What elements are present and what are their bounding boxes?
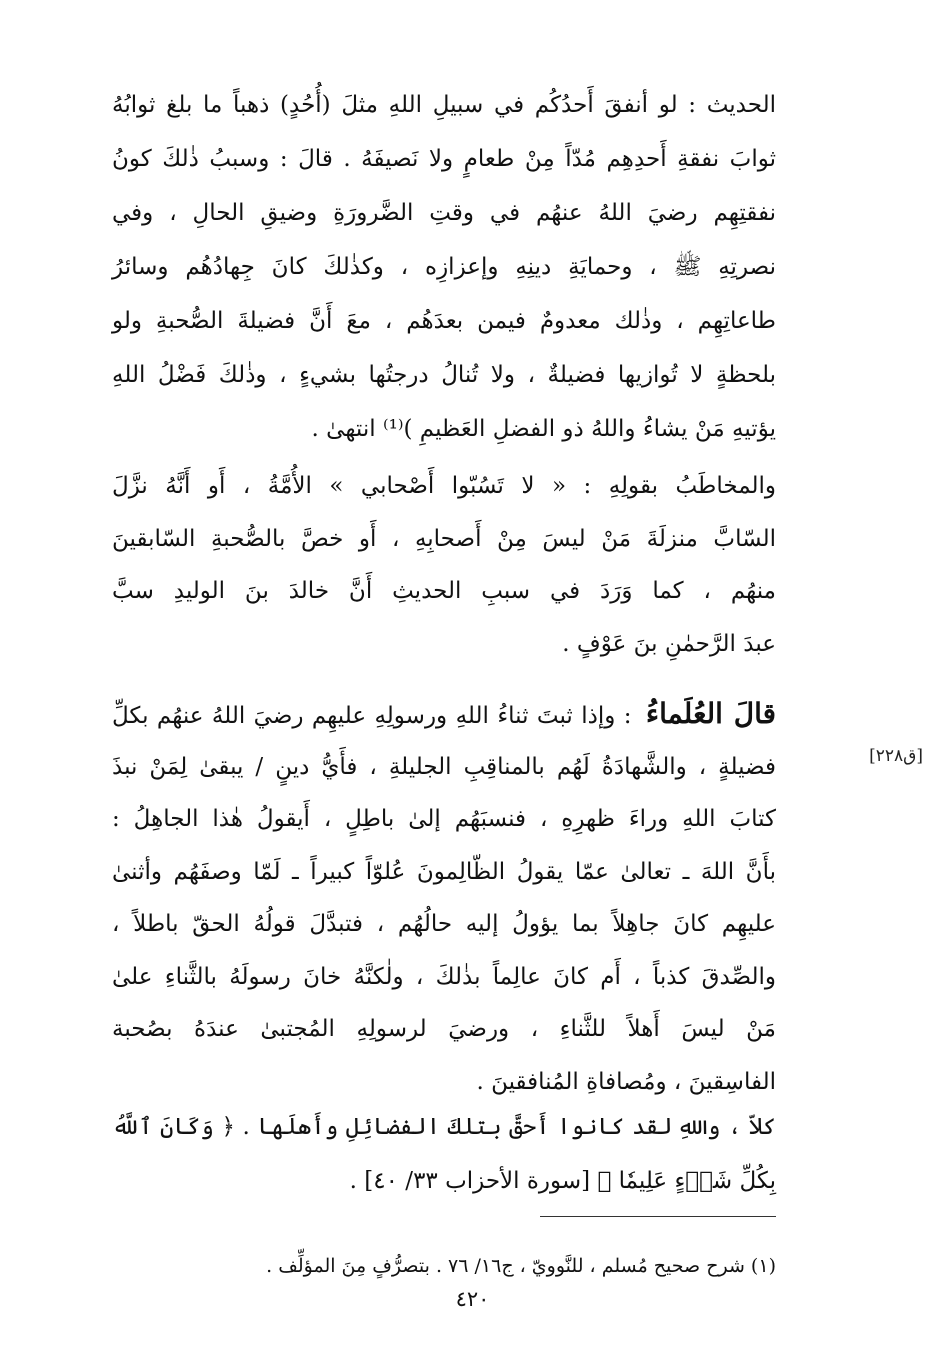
text-line: السّابَّ منزلَةَ مَنْ ليسَ مِنْ أَصحابِهِ ، أَو خصَّ بالصُّحبةِ السّابقينَ bbox=[112, 525, 776, 552]
text-line: نصرتِهِ ﷺ ، وحمايَةِ دينِهِ وإعزازِه ، وكذٰلكَ كانَ جِهادُهُم وسائرُ bbox=[112, 254, 776, 280]
text-line: كتابَ اللهِ وراءَ ظهرِهِ ، فنسبَهُم إلىٰ باطِلٍ ، أَيقولُ هٰذا الجاهِلُ : bbox=[112, 806, 776, 832]
paragraph-conclusion bbox=[112, 1100, 776, 1208]
text-line-first bbox=[112, 688, 776, 741]
text-line: والمخاطَبُ بقولِهِ : « لا تَسُبّوا أَصْحابي » الأُمَّةُ ، أَو أَنَّهُ نزَّلَ bbox=[112, 473, 776, 499]
scholars-heading: قالَ العُلَماءُ bbox=[645, 697, 776, 730]
text-line: بأَنَّ اللهَ ـ تعالىٰ عمّا يقولُ الظّالِمونَ عُلوّاً كبيراً ـ لَمّا وصفَهُم وأثنىٰ bbox=[112, 858, 776, 885]
text-line: كلاّ ، واللهِ لقد كانوا أَحقَّ بتلكَ الفضائِلِ وأَهلَها . ﴿ وَكَانَ ٱللَّهُ bbox=[112, 1114, 776, 1140]
footnote: (١) شرح صحيح مُسلم ، للنَّوويّ ، ج١٦/ ٧٦ . بتصرُّفٍ مِنَ المؤلِّف . bbox=[266, 1255, 776, 1277]
first-line-rest: : وإذا ثبتَ ثناءُ اللهِ ورسولِهِ عليهِم رضيَ اللهُ عنهُم بكلِّ bbox=[112, 703, 632, 729]
text-line: منهُم ، كما وَرَدَ في سببِ الحديثِ أَنَّ خالدَ بنَ الوليدِ سبَّ bbox=[112, 578, 776, 604]
text-line: مَنْ ليسَ أَهلاً للثَّناءِ ، ورضيَ لرسولِهِ المُجتبىٰ عندَهُ بصُحبة bbox=[112, 1016, 776, 1042]
text-line: والصِّدقَ كذباً ، أَم كانَ عالِماً بذٰلكَ ، ولٰكنَّهُ خانَ رسولَهُ بالثَّناءِ علىٰ bbox=[112, 963, 776, 990]
text-line: الفاسِقينَ ، ومُصافاةِ المُنافقينَ . bbox=[476, 1068, 776, 1095]
paragraph-addressee bbox=[112, 460, 776, 670]
paragraph-scholars bbox=[112, 688, 776, 1108]
manuscript-folio-marker: [ق٢٢٨] bbox=[869, 746, 923, 766]
text-line: ثوابَ نفقةِ أَحدِهِم مُدّاً مِنْ طعامٍ ولا نَصيفَهُ . قالَ : وسببُ ذٰلكَ كونُ bbox=[112, 146, 776, 172]
text-line: بلحظةٍ لا تُوازيها فضيلةٌ ، ولا تُنالُ درجتُها بشيءٍ ، وذٰلكَ فَضْلُ اللهِ bbox=[112, 362, 776, 388]
paragraph-hadith-commentary bbox=[112, 78, 776, 456]
text-line: يؤتيهِ مَنْ يشاءُ واللهُ ذو الفضلِ العَظيمِ )⁽¹⁾ انتهىٰ . bbox=[311, 416, 776, 442]
text-line: فضيلةٍ ، والشَّهادَةُ لَهُم بالمناقِبِ الجليلةِ ، فأَيُّ دينٍ / يبقىٰ لِمَنْ نبذَ bbox=[112, 753, 776, 780]
text-line: طاعاتِهِم ، وذٰلك معدومٌ فيمن بعدَهُم ، معَ أَنَّ فضيلةَ الصُّحبةِ ولو bbox=[112, 308, 776, 334]
text-line: بِكُلِّ شَيۡءٍ عَلِيمٗا ﴾ [سورة الأحزاب ٣٣/ ٤٠] . bbox=[349, 1168, 776, 1194]
text-line: نفقتِهِم رضيَ اللهُ عنهُم في وقتِ الضَّرورَةِ وضيقِ الحالِ ، وفي bbox=[112, 200, 776, 226]
text-line: عبدَ الرَّحمٰنِ بنَ عَوْفٍ . bbox=[562, 630, 776, 657]
footnote-separator bbox=[540, 1216, 776, 1217]
text-line: عليهِم كانَ جاهِلاً بما يؤولُ إليه حالُهُم ، فتبدَّلَ قولُهُ الحقّ باطلاً ، bbox=[112, 911, 776, 937]
page-number: ٤٢٠ bbox=[455, 1287, 490, 1311]
text-line: الحديث : لو أنفقَ أَحدُكُم في سبيلِ اللهِ مثلَ (أُحُدٍ) ذهباً ما بلغ ثوابُهُ bbox=[112, 92, 776, 118]
